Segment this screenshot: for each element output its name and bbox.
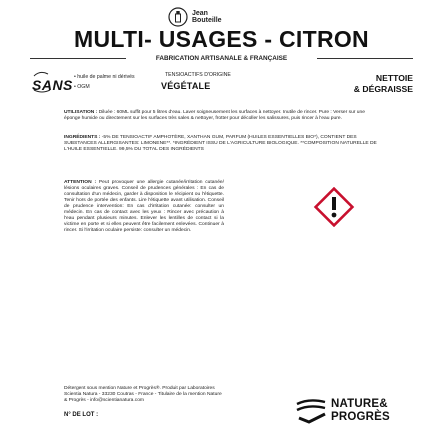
attention-label: ATTENTION : (64, 180, 97, 185)
attention-text: Peut provoquer une allergie cutanée/irritation cutanée/ lésions oculaires graves. Conseil de prudences générales : En cas de consultation d'un médecin, garder à disposition le récipient ou l'étiquette. Tenir hors de portée des enfants. Lire l'étiquette avant utilisation. Conseil de prudence intervention: En cas d'irritation cutanée: consulter un médecin. En cas de contact avec les yeux : Rincer avec précaution à l'eau pendant plusieurs minutes. Enlever les lentilles de contact si la victime en porte et si elles peuvent être facilement enlevées. Continuer à rincer. Si l'irritation oculaire persiste: consulter un médecin. (64, 180, 225, 233)
claim-tensio: TENSIOACTIFS D'ORIGINE (165, 72, 231, 78)
attention-paragraph (64, 180, 224, 234)
fabricant-line1: Détergent sous mention Nature et Progrès®. Produit par Laboratoires (64, 386, 215, 391)
bottle-logo-icon (168, 7, 188, 27)
fabricant-line3: & Progrès - info@scientianatura.com (64, 398, 144, 403)
utilisation-paragraph (64, 110, 382, 122)
product-title: MULTI- USAGES - CITRON (74, 26, 369, 52)
nature-progres-line1: NATURE& (331, 398, 388, 410)
ingredients-text: -5% DE TENSIOACTIF AMPHOTÈRE, XANTHAN GUM, PARFUM (HUILES ESSENTIELLES BIO*), CONTIENT DES SUBSTANCES ALLERGISANTES: LIMONENE**. *INGRÉDIENT ISSU DE L'AGRICULTURE BIOLOGIQUE. **COMPOSITION NATURELLE DE L'HUILE ESSENTIELLE. 99,5% DU TOTAL DES INGRÉDIENTS (64, 135, 377, 152)
claim-gmo: • OGM (74, 84, 90, 90)
sans-badge (30, 70, 73, 94)
nature-progres-mark-icon (295, 396, 329, 426)
nature-progres-logo-icon (295, 396, 411, 426)
subtitle: FABRICATION ARTISANALE & FRANÇAISE (155, 55, 288, 62)
brand-name-first: Jean (192, 10, 208, 17)
fabricant-line2: Scientia Natura - 33230 Coutras - France - Titulaire de la mention Nature (64, 392, 222, 397)
fabricant-info (64, 386, 244, 404)
claim-palm-oil: • huile de palme ni dérivés (74, 74, 135, 80)
utilisation-text: Diluée : 60ML suffit pour 5 litres d'eau. Laver soigneusement les surfaces à nettoyer. Inutile de rincer. Pure : Verser sur une éponge humide ou directement sur les surfaces très sales & nettoyer, frotter pour décoller les salissures, puis rincer à l'eau pure. (64, 110, 365, 121)
ingredients-label: INGRÉDIENTS : (64, 135, 101, 140)
claim-nettoie-line2: & DÉGRAISSE (353, 84, 413, 94)
claim-nettoie-line1: NETTOIE (375, 73, 413, 83)
ingredients-paragraph (64, 135, 382, 152)
nature-progres-line2: PROGRÈS (331, 411, 390, 423)
claim-nettoie (354, 73, 413, 95)
hazard-diamond-icon (234, 187, 434, 227)
brand-logo (168, 6, 278, 28)
brand-name-last: Bouteille (192, 17, 222, 24)
sans-word: SANS (32, 77, 73, 93)
utilisation-label: UTILISATION : (64, 110, 98, 115)
lot-number: N° DE LOT : (64, 412, 99, 418)
divider-right (317, 58, 413, 59)
sans-claims (74, 72, 135, 92)
claim-vegetale: VÉGÉTALE (161, 81, 211, 91)
